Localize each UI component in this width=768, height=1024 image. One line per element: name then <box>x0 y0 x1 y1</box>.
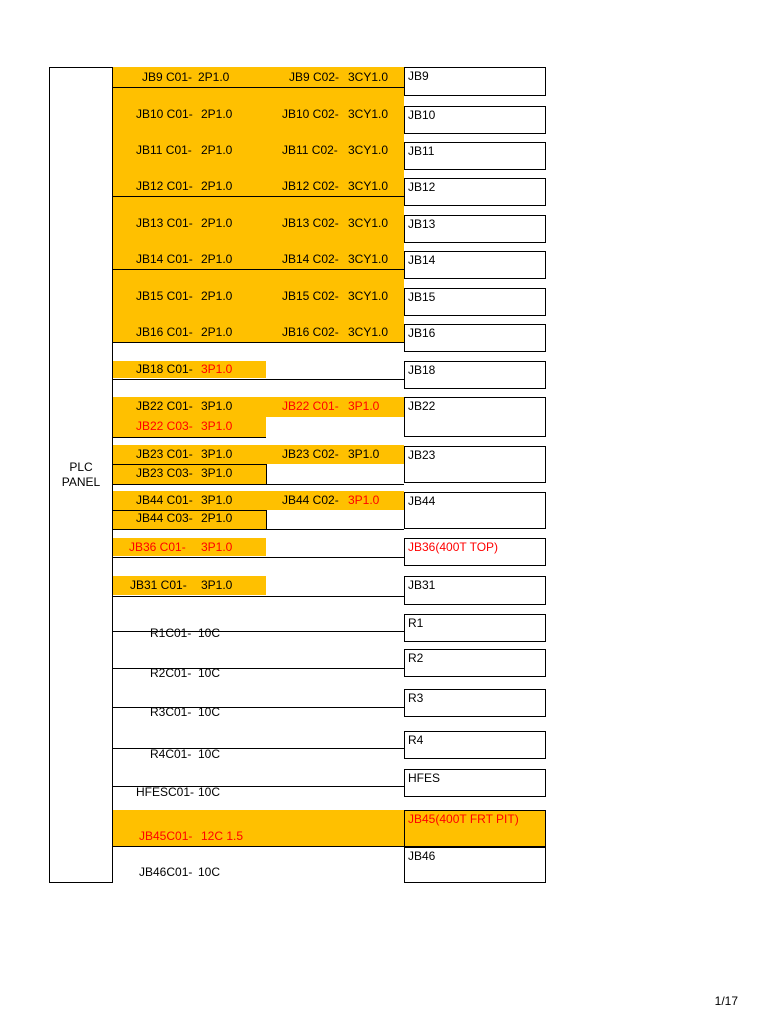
cable-id-c01: JB44 C01- <box>136 493 193 507</box>
connector-line <box>113 437 266 438</box>
cable-spec-c02: 3CY1.0 <box>348 179 389 193</box>
cable-id: R1C01- <box>150 626 192 640</box>
junction-box: JB46 <box>404 847 546 883</box>
cable-spec-c02: 3CY1.0 <box>348 107 389 121</box>
cable-spec-c02: 3CY1.0 <box>348 70 389 84</box>
cable-spec-c02: 3CY1.0 <box>348 143 389 157</box>
cable-spec: 10C <box>198 785 221 799</box>
page-number: 1/17 <box>714 994 738 1008</box>
junction-box: JB23 <box>404 446 546 483</box>
cable-spec: 10C <box>198 626 221 640</box>
cable-id-c02: JB9 C02- <box>289 70 340 84</box>
cable-id-c01: JB11 C01- <box>136 143 192 157</box>
junction-box: JB45(400T FRT PIT) <box>404 810 546 847</box>
cable-id-c01: JB10 C01- <box>136 107 193 121</box>
cable-spec-c01: 2P1.0 <box>201 143 233 157</box>
cable-id-c02: JB16 C02- <box>282 325 339 339</box>
junction-box: R3 <box>404 689 546 717</box>
connector-line <box>113 484 404 485</box>
junction-box: R4 <box>404 731 546 759</box>
cable-id: R2C01- <box>150 666 192 680</box>
junction-box: JB9 <box>404 67 546 96</box>
cable-spec-c02: 3CY1.0 <box>348 289 389 303</box>
cable-spec: 12C 1.5 <box>201 829 244 843</box>
cable-id-c02: JB15 C02- <box>282 289 339 303</box>
cable-spec-c02: 3CY1.0 <box>348 325 389 339</box>
junction-box: JB36(400T TOP) <box>404 538 546 566</box>
cable-spec-c01: 3P1.0 <box>201 362 233 376</box>
connector-line <box>113 464 266 465</box>
cable-id: HFESC01- <box>136 785 195 799</box>
cable-id-c02: JB13 C02- <box>282 216 339 230</box>
cable-spec-c01: 2P1.0 <box>201 289 233 303</box>
cable-id-c02: JB44 C02- <box>282 493 339 507</box>
cable-id-c01: JB9 C01- <box>142 70 193 84</box>
cable-id-c02: JB10 C02- <box>282 107 339 121</box>
junction-box: JB10 <box>404 106 546 134</box>
cable-spec-c01: 2P1.0 <box>201 107 233 121</box>
junction-box: JB44 <box>404 492 546 529</box>
cable-id: JB46C01- <box>139 865 193 879</box>
junction-box: JB14 <box>404 251 546 279</box>
cable-spec-c01: 2P1.0 <box>201 325 233 339</box>
connector-line <box>113 529 404 530</box>
cable-spec-c01: 3P1.0 <box>201 447 233 461</box>
cable-spec-c02: 3P1.0 <box>348 447 380 461</box>
junction-box: HFES <box>404 769 546 797</box>
cable-id-c01: JB18 C01- <box>136 362 193 376</box>
cable-id-c02: JB11 C02- <box>282 143 338 157</box>
cable-id-c02: JB14 C02- <box>282 252 339 266</box>
cable-id-c03: JB23 C03- <box>136 466 193 480</box>
cable-spec-c02: 3CY1.0 <box>348 252 389 266</box>
cable-id-c03: JB44 C03- <box>136 511 193 525</box>
cable-id: R3C01- <box>150 705 192 719</box>
junction-box: JB15 <box>404 288 546 316</box>
connector-line <box>113 379 404 380</box>
cable-spec-c02: 3P1.0 <box>348 493 380 507</box>
cable-spec-c01: 2P1.0 <box>198 70 230 84</box>
cable-id-c01: JB13 C01- <box>136 216 193 230</box>
cable-spec-c03: 3P1.0 <box>201 419 233 433</box>
cable-spec-c01: 2P1.0 <box>201 252 233 266</box>
connector-line <box>266 464 267 484</box>
cable-id-c01: JB31 C01- <box>130 578 187 592</box>
cable-spec-c01: 3P1.0 <box>201 540 233 554</box>
cable-spec-c03: 2P1.0 <box>201 511 233 525</box>
cable-spec: 10C <box>198 666 221 680</box>
cable-spec-c01: 2P1.0 <box>201 179 233 193</box>
junction-box: JB11 <box>404 142 546 170</box>
cable-spec: 10C <box>198 747 221 761</box>
cable-id-c02: JB23 C02- <box>282 447 339 461</box>
junction-box: JB18 <box>404 361 546 389</box>
junction-box: JB16 <box>404 324 546 352</box>
cable-id-c02: JB22 C01- <box>282 399 339 413</box>
cable-id-c01: JB22 C01- <box>136 399 193 413</box>
cable-spec-c01: 3P1.0 <box>201 493 233 507</box>
plc-panel-label: PLC PANEL <box>61 460 101 489</box>
cable-spec: 10C <box>198 705 221 719</box>
cable-id-c02: JB12 C02- <box>282 179 339 193</box>
cable-spec-c01: 3P1.0 <box>201 399 233 413</box>
cable-id-c01: JB12 C01- <box>136 179 193 193</box>
cable-spec-c02: 3P1.0 <box>348 399 380 413</box>
connector-line <box>113 596 404 597</box>
cable-spec-c01: 2P1.0 <box>201 216 233 230</box>
junction-box: R1 <box>404 614 546 642</box>
cable-spec-c02: 3CY1.0 <box>348 216 389 230</box>
junction-box: JB13 <box>404 215 546 243</box>
connector-line <box>113 846 404 847</box>
cable-id-c01: JB15 C01- <box>136 289 193 303</box>
connector-line <box>266 510 267 529</box>
cable-spec: 10C <box>198 865 221 879</box>
cable-id-c01: JB23 C01- <box>136 447 193 461</box>
junction-box: R2 <box>404 649 546 677</box>
junction-box: JB22 <box>404 397 546 437</box>
connector-line <box>113 557 404 558</box>
cable-id: R4C01- <box>150 747 192 761</box>
connector-line <box>113 342 404 343</box>
cable-id-c01: JB16 C01- <box>136 325 193 339</box>
cable-spec-c01: 3P1.0 <box>201 578 233 592</box>
cable-spec-c03: 3P1.0 <box>201 466 233 480</box>
cable-id-c01: JB36 C01- <box>129 540 186 554</box>
cable-id-c01: JB14 C01- <box>136 252 193 266</box>
cable-id: JB45C01- <box>139 829 193 843</box>
junction-box: JB31 <box>404 576 546 605</box>
cable-id-c03: JB22 C03- <box>136 419 193 433</box>
junction-box: JB12 <box>404 178 546 206</box>
